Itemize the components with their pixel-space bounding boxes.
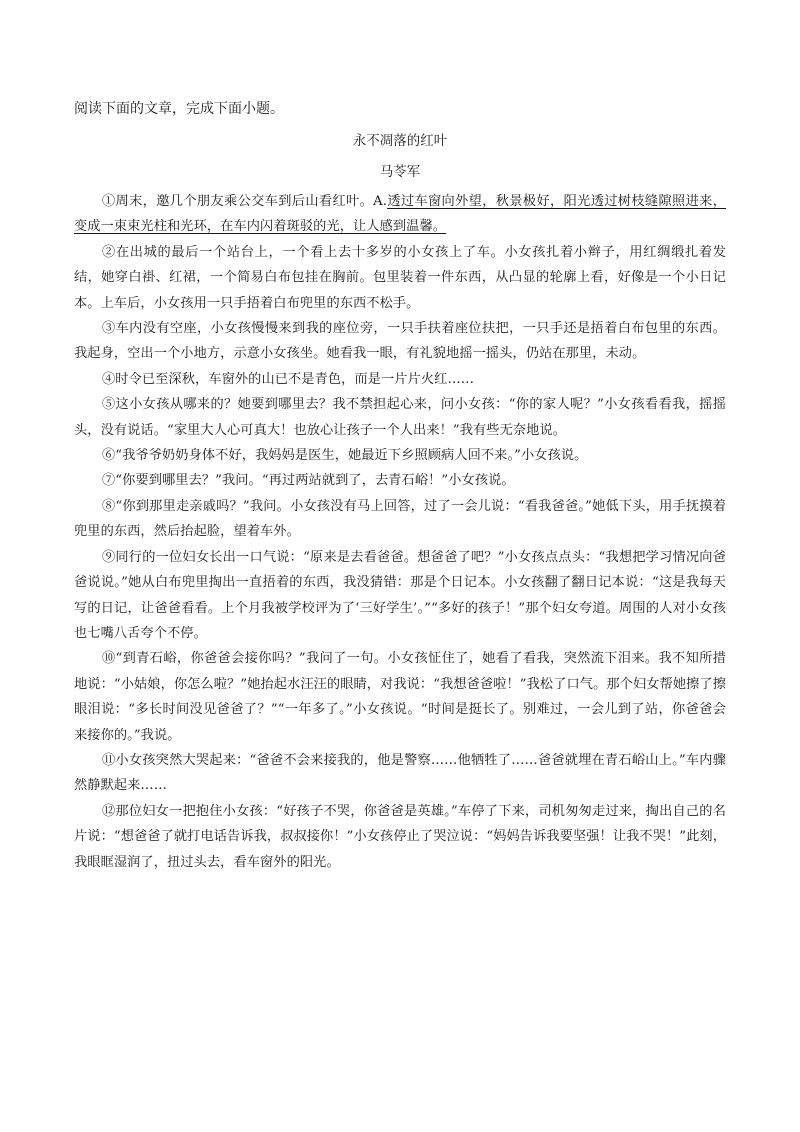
article-author: 马苓军 [379,164,421,180]
paragraph-1 [74,189,726,240]
paragraph-12: ⑫那位妇女一把抱住小女孩：“好孩子不哭，你爸爸是英雄。”车停了下来，司机匆匆走过来，掏出自己的名片说：“想爸爸了就打电话告诉我，叔叔接你！”小女孩停止了哭泣说：“妈妈告诉我要坚强！让我不哭！”此刻，我眼眶湿润了，扭过头去，看车窗外的阳光。 [74,803,726,870]
article-body [74,189,726,875]
paragraph-7: ⑦“你要到哪里去？”我问。“再过两站就到了，去青石峪！”小女孩说。 [102,473,515,489]
paragraph-11: ⑪小女孩突然大哭起来：“爸爸不会来接我的，他是警察……他牺牲了……爸爸就埋在青石峪山上。”车内骤然静默起来…… [74,752,726,794]
paragraph-9: ⑨同行的一位妇女长出一口气说：“原来是去看爸爸。想爸爸了吧？”小女孩点点头：“我想把学习情况向爸爸说说。”她从白布兜里掏出一直捂着的东西，我没猜错：那是个日记本。小女孩翻了翻日记本说：“这是我每天写的日记，让爸爸看看。上个月我被学校评为了‘三好学生’。”“多好的孩子！”那个妇女夸道。周围的人对小女孩也七嘴八舌夸个不停。 [74,549,726,641]
instruction-text: 阅读下面的文章，完成下面小题。 [74,101,284,117]
paragraph-1-underlined-text: 透过车窗向外望，秋景极好，阳光透过树枝缝隙照进来，变成一束束光柱和光环，在车内闪着斑驳的光，让人感到温馨。 [74,194,726,235]
paragraph-8: ⑧“你到那里走亲戚吗？”我问。小女孩没有马上回答，过了一会儿说：“看我爸爸。”她低下头，用手抚摸着兜里的东西，然后抬起脸，望着车外。 [74,498,726,540]
paragraph-2: ②在出城的最后一个站台上，一个看上去十多岁的小女孩上了车。小女孩扎着小辫子，用红绸缎扎着发结，她穿白褂、红裙，一个简易白布包挂在胸前。包里装着一件东西，从凸显的轮廓上看，好像是一个小日记本。上车后，小女孩用一只手捂着白布兜里的东西不松手。 [74,244,726,311]
paragraph-3: ③车内没有空座，小女孩慢慢来到我的座位旁，一只手扶着座位扶把，一只手还是捂着白布包里的东西。我起身，空出一个小地方，示意小女孩坐。她看我一眼，有礼貌地摇一摇头，仍站在那里，未动。 [74,321,726,362]
paragraph-4: ④时令已至深秋，车窗外的山已不是青色，而是一片片火红…… [102,371,475,387]
paragraph-10: ⑩“到青石峪，你爸爸会接你吗？”我问了一句。小女孩怔住了，她看了看我，突然流下泪来。我不知所措地说：“小姑娘，你怎么啦？”她抬起水汪汪的眼睛，对我说：“我想爸爸啦！”我松了口气。那个妇女帮她擦了擦眼泪说：“多长时间没见爸爸了？”“一年多了。”小女孩说。“时间是挺长了。别难过，一会儿到了站，你爸爸会来接你的。”我说。 [74,651,726,743]
article-title: 永不凋落的红叶 [352,133,448,149]
paragraph-6: ⑥“我爷爷奶奶身体不好，我妈妈是医生，她最近下乡照顾病人回不来。”小女孩说。 [102,448,588,464]
paragraph-1-text: ①周末，邀几个朋友乘公交车到后山看红叶。A. [102,194,388,209]
paragraph-5: ⑤这小女孩从哪来的？她要到哪里去？我不禁担起心来，问小女孩：“你的家人呢？”小女孩看看我，摇摇头，没有说话。“家里大人心可真大！也放心让孩子一个人出来！”我有些无奈地说。 [74,397,726,438]
